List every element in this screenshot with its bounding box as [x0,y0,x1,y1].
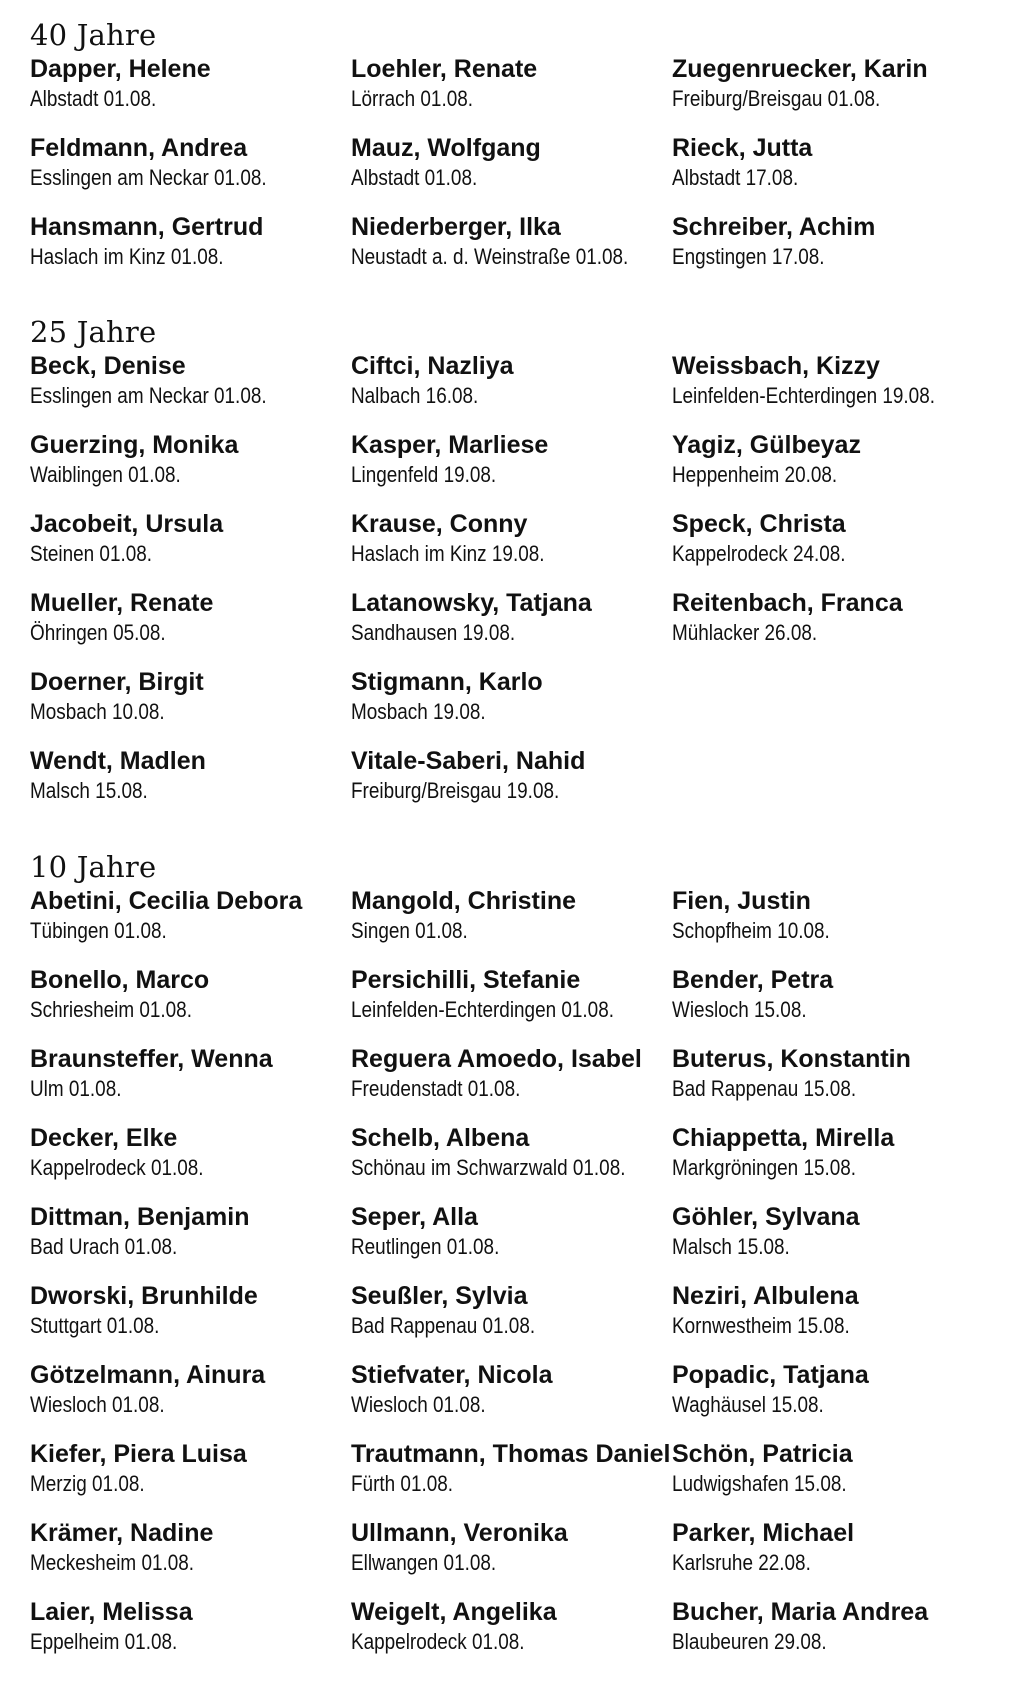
person-name: Vitale-Saberi, Nahid [351,747,586,775]
place-date: Kappelrodeck 24.08. [672,541,846,566]
person-name: Feldmann, Andrea [30,134,248,162]
list-item [351,886,672,965]
place-date: Sandhausen 19.08. [351,620,516,645]
place-date: Freiburg/Breisgau 01.08. [672,86,881,111]
person-name: Popadic, Tatjana [672,1361,869,1389]
person-name: Zuegenruecker, Karin [672,55,928,83]
list-item [351,133,672,212]
place-date: Öhringen 05.08. [30,620,166,645]
list-item [672,1597,1000,1676]
person-name: Mauz, Wolfgang [351,134,541,162]
list-item [672,133,1000,212]
list-item [672,1123,1000,1202]
list-item [672,1281,1000,1360]
section-40-jahre [30,18,1000,291]
place-date: Meckesheim 01.08. [30,1550,195,1575]
person-name: Parker, Michael [672,1519,855,1547]
place-date: Schopfheim 10.08. [672,918,830,943]
person-name: Beck, Denise [30,352,186,380]
list-item [351,1439,672,1518]
list-item [30,1439,351,1518]
list-item [672,509,1000,588]
person-name: Seper, Alla [351,1203,478,1231]
list-item [30,1281,351,1360]
place-date: Waiblingen 01.08. [30,462,181,487]
person-name: Dapper, Helene [30,55,211,83]
place-date: Ellwangen 01.08. [351,1550,497,1575]
list-item [351,1281,672,1360]
list-item [672,351,1000,430]
list-item [30,1360,351,1439]
list-item [672,212,1000,291]
place-date: Leinfelden-Echterdingen 01.08. [351,997,614,1022]
list-item [672,886,1000,965]
place-date: Heppenheim 20.08. [672,462,838,487]
place-date: Kappelrodeck 01.08. [30,1155,204,1180]
list-item [351,1360,672,1439]
place-date: Malsch 15.08. [30,778,148,803]
person-name: Ciftci, Nazliya [351,352,514,380]
place-date: Karlsruhe 22.08. [672,1550,811,1575]
place-date: Stuttgart 01.08. [30,1313,160,1338]
place-date: Nalbach 16.08. [351,383,479,408]
place-date: Albstadt 01.08. [30,86,157,111]
place-date: Leinfelden-Echterdingen 19.08. [672,383,935,408]
list-item [30,509,351,588]
section-25-jahre [30,315,1000,825]
place-date: Schriesheim 01.08. [30,997,192,1022]
person-name: Yagiz, Gülbeyaz [672,431,861,459]
list-item [351,54,672,133]
list-item [30,430,351,509]
person-name: Neziri, Albulena [672,1282,859,1310]
place-date: Fürth 01.08. [351,1471,454,1496]
place-date: Tübingen 01.08. [30,918,167,943]
person-name: Schreiber, Achim [672,213,876,241]
place-date: Singen 01.08. [351,918,468,943]
list-item [672,1044,1000,1123]
list-item [672,1202,1000,1281]
list-item [672,54,1000,133]
list-item [30,1597,351,1676]
list-item [30,1518,351,1597]
person-name: Loehler, Renate [351,55,538,83]
person-name: Dworski, Brunhilde [30,1282,258,1310]
person-name: Rieck, Jutta [672,134,813,162]
person-name: Weigelt, Angelika [351,1598,557,1626]
person-name: Hansmann, Gertrud [30,213,264,241]
person-name: Wendt, Madlen [30,747,206,775]
person-name: Ullmann, Veronika [351,1519,568,1547]
list-item [672,1360,1000,1439]
person-name: Dittman, Benjamin [30,1203,250,1231]
list-item [351,509,672,588]
person-name: Krause, Conny [351,510,528,538]
place-date: Esslingen am Neckar 01.08. [30,383,267,408]
person-name: Trautmann, Thomas Daniel [351,1440,671,1468]
place-date: Reutlingen 01.08. [351,1234,500,1259]
person-name: Fien, Justin [672,887,811,915]
place-date: Schönau im Schwarzwald 01.08. [351,1155,626,1180]
list-item [351,1202,672,1281]
place-date: Albstadt 17.08. [672,165,799,190]
place-date: Merzig 01.08. [30,1471,145,1496]
place-date: Ludwigshafen 15.08. [672,1471,847,1496]
section-heading: 10 Jahre [30,850,157,884]
person-name: Bucher, Maria Andrea [672,1598,929,1626]
person-name: Bonello, Marco [30,966,210,994]
person-name: Guerzing, Monika [30,431,239,459]
list-item [351,667,672,746]
place-date: Steinen 01.08. [30,541,153,566]
person-name: Buterus, Konstantin [672,1045,911,1073]
place-date: Freiburg/Breisgau 19.08. [351,778,560,803]
place-date: Mosbach 19.08. [351,699,486,724]
person-name: Persichilli, Stefanie [351,966,581,994]
person-name: Schön, Patricia [672,1440,853,1468]
person-name: Reguera Amoedo, Isabel [351,1045,642,1073]
list-item [30,1202,351,1281]
person-name: Decker, Elke [30,1124,178,1152]
list-item [672,430,1000,509]
place-date: Haslach im Kinz 01.08. [30,244,224,269]
place-date: Engstingen 17.08. [672,244,825,269]
section-heading: 40 Jahre [30,18,157,52]
place-date: Lörrach 01.08. [351,86,474,111]
person-name: Jacobeit, Ursula [30,510,224,538]
person-name: Reitenbach, Franca [672,589,903,617]
list-item [672,965,1000,1044]
entry-grid [30,351,1000,825]
list-item [30,54,351,133]
list-item [30,965,351,1044]
place-date: Haslach im Kinz 19.08. [351,541,545,566]
person-name: Doerner, Birgit [30,668,204,696]
place-date: Neustadt a. d. Weinstraße 01.08. [351,244,629,269]
place-date: Eppelheim 01.08. [30,1629,178,1654]
person-name: Speck, Christa [672,510,846,538]
person-name: Krämer, Nadine [30,1519,214,1547]
place-date: Albstadt 01.08. [351,165,478,190]
place-date: Blaubeuren 29.08. [672,1629,827,1654]
place-date: Wiesloch 15.08. [672,997,807,1022]
list-item [30,667,351,746]
list-item [351,588,672,667]
place-date: Ulm 01.08. [30,1076,122,1101]
place-date: Wiesloch 01.08. [351,1392,486,1417]
place-date: Kappelrodeck 01.08. [351,1629,525,1654]
person-name: Chiappetta, Mirella [672,1124,895,1152]
person-name: Abetini, Cecilia Debora [30,887,303,915]
person-name: Schelb, Albena [351,1124,530,1152]
place-date: Mosbach 10.08. [30,699,165,724]
list-item [351,212,672,291]
place-date: Markgröningen 15.08. [672,1155,857,1180]
list-item [30,212,351,291]
person-name: Niederberger, Ilka [351,213,561,241]
place-date: Bad Urach 01.08. [30,1234,178,1259]
person-name: Mangold, Christine [351,887,576,915]
place-date: Mühlacker 26.08. [672,620,818,645]
person-name: Kasper, Marliese [351,431,549,459]
place-date: Waghäusel 15.08. [672,1392,824,1417]
list-item [672,1439,1000,1518]
place-date: Lingenfeld 19.08. [351,462,497,487]
list-item [351,351,672,430]
list-item [30,1044,351,1123]
list-item [351,1123,672,1202]
entry-grid [30,886,1000,1676]
person-name: Mueller, Renate [30,589,214,617]
person-name: Seußler, Sylvia [351,1282,528,1310]
entry-grid [30,54,1000,291]
section-10-jahre [30,850,1000,1676]
person-name: Braunsteffer, Wenna [30,1045,273,1073]
place-date: Malsch 15.08. [672,1234,790,1259]
person-name: Götzelmann, Ainura [30,1361,266,1389]
list-item [30,1123,351,1202]
person-name: Latanowsky, Tatjana [351,589,592,617]
list-item [351,1044,672,1123]
person-name: Stigmann, Karlo [351,668,543,696]
list-item [351,430,672,509]
person-name: Stiefvater, Nicola [351,1361,553,1389]
list-item [30,746,351,825]
list-item [30,133,351,212]
person-name: Kiefer, Piera Luisa [30,1440,247,1468]
list-item [351,1518,672,1597]
person-name: Weissbach, Kizzy [672,352,880,380]
list-item [30,588,351,667]
section-heading: 25 Jahre [30,315,157,349]
list-item [351,1597,672,1676]
list-item [351,746,672,825]
place-date: Wiesloch 01.08. [30,1392,165,1417]
list-item [30,351,351,430]
person-name: Bender, Petra [672,966,834,994]
list-item [351,965,672,1044]
place-date: Esslingen am Neckar 01.08. [30,165,267,190]
list-item [30,886,351,965]
place-date: Bad Rappenau 15.08. [672,1076,857,1101]
person-name: Laier, Melissa [30,1598,193,1626]
place-date: Freudenstadt 01.08. [351,1076,521,1101]
list-item [672,1518,1000,1597]
person-name: Göhler, Sylvana [672,1203,860,1231]
list-item [672,588,1000,667]
place-date: Bad Rappenau 01.08. [351,1313,536,1338]
place-date: Kornwestheim 15.08. [672,1313,850,1338]
